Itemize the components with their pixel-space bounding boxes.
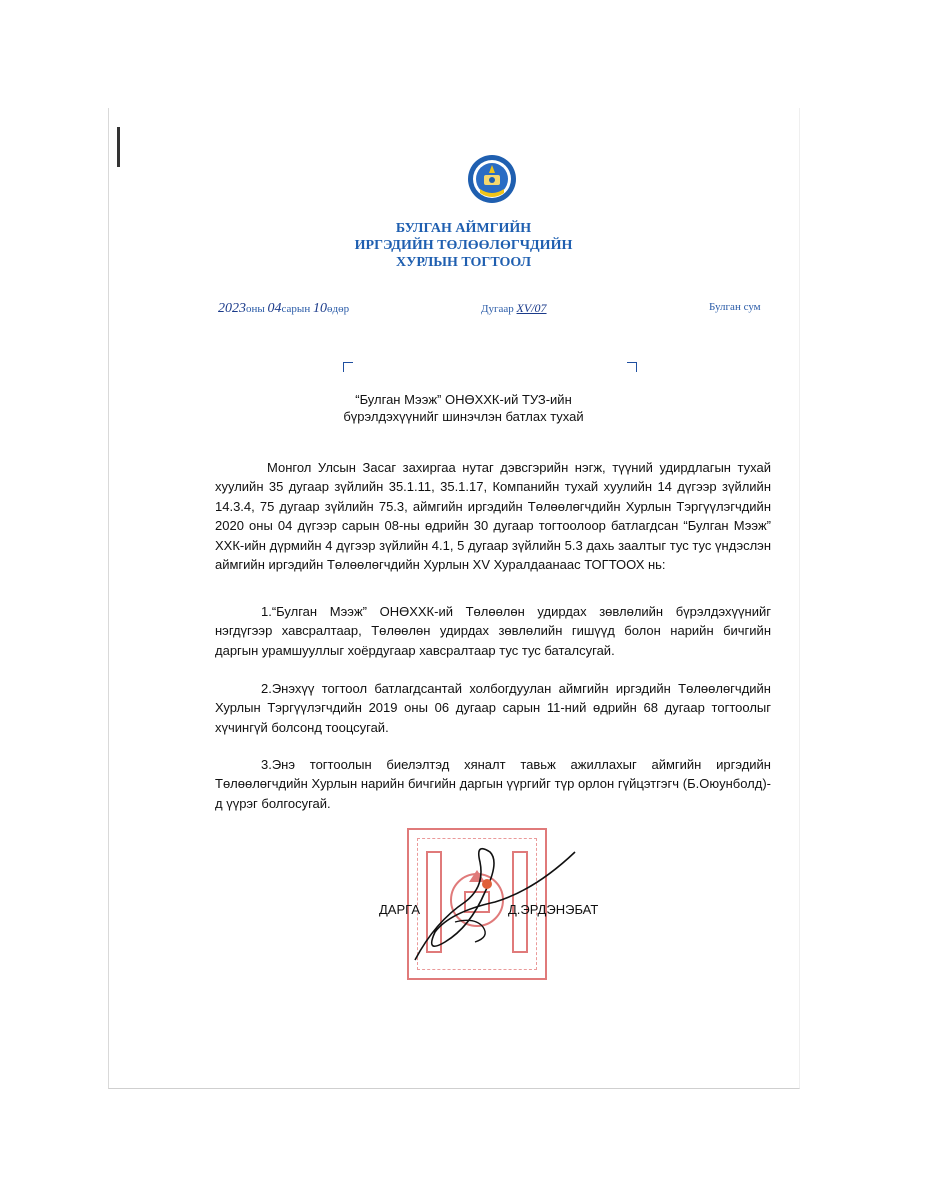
date-month-suffix: сарын (281, 303, 311, 315)
date-month: 04 (267, 301, 282, 316)
subject-line-2: бүрэлдэхүүнийг шинэчлэн батлах тухай (343, 409, 584, 424)
resolution-item-2: 2.Энэхүү тогтоол батлагдсантай холбогдуулан аймгийн иргэдийн Төлөөлөгчдийн Хурлын Тэргүүлэгчдийн 2019 оны 06 дугаар сарын 11-ний өдрийн 68 дугаар тогтоолыг хүчингүй болсонд тооцсугай. (215, 681, 771, 735)
scan-edge-mark (117, 127, 120, 167)
mongolia-state-emblem-icon (466, 153, 518, 205)
subject-bracket-left (343, 362, 353, 372)
date-day-suffix: өдөр (326, 303, 350, 315)
date-year: 2023 (218, 301, 246, 316)
header-title-line-3: ХУРЛЫН ТОГТООЛ (395, 255, 532, 270)
number-label: Дугаар (481, 303, 514, 315)
number-field (481, 301, 547, 316)
number-value: XV/07 (516, 301, 547, 315)
place-label: Булган сум (709, 301, 761, 313)
date-field (218, 301, 349, 317)
subject-line-1: “Булган Мээж” ОНӨХХК-ий ТУЗ-ийн (355, 392, 572, 407)
signature-role: ДАРГА (379, 902, 420, 917)
subject-bracket-right (627, 362, 637, 372)
date-year-suffix: оны (246, 303, 265, 315)
header-title-line-1: БУЛГАН АЙМГИЙН (395, 221, 532, 236)
preamble-paragraph: Монгол Улсын Засаг захиргаа нутаг дэвсгэрийн нэгж, түүний удирдлагын тухай хуулийн 35 дугаар зүйлийн 35.1.11, 35.1.17, Компанийн тухай хуулийн 14 дүгээр зүйлийн 14.3.4, 75 дугаар зүйлийн 75.3, аймгийн иргэдийн Төлөөлөгчдийн Хурлын Тэргүүлэгчдийн 2020 оны 04 дүгээр сарын 08-ны өдрийн 30 дугаар тогтоолоор батлагдсан “Булган Мээж” ХХК-ийн дүрмийн 4 дүгээр зүйлийн 4.1, 5 дугаар зүйлийн 5.3 дахь заалтыг тус тус үндэслэн аймгийн иргэдийн Төлөөлөгчдийн Хурлын XV Хуралдаанаас ТОГТООХ нь: (215, 460, 771, 573)
signature-name: Д.ЭРДЭНЭБАТ (508, 902, 599, 917)
resolution-item-3: 3.Энэ тогтоолын биелэлтэд хяналт тавьж ажиллахыг аймгийн иргэдийн Төлөөлөгчдийн Хурлын нарийн бичгийн даргын үүргийг түр орлон гүйцэтгэгч (Б.Оюунболд)-д үүрэг болгосугай. (215, 757, 771, 811)
header-title-line-2: ИРГЭДИЙН ТӨЛӨӨЛӨГЧДИЙН (354, 238, 573, 253)
date-day: 10 (312, 301, 327, 316)
resolution-item-1: 1.“Булган Мээж” ОНӨХХК-ий Төлөөлөн удирдах зөвлөлийн бүрэлдэхүүнийг нэгдүгээр хавсралтаар, Төлөөлөн удирдах зөвлөлийн гишүүд болон нарийн бичгийн даргын урамшууллыг хоёрдугаар хавсралтаар тус тус баталсугай. (215, 604, 771, 658)
handwritten-signature (405, 832, 585, 972)
